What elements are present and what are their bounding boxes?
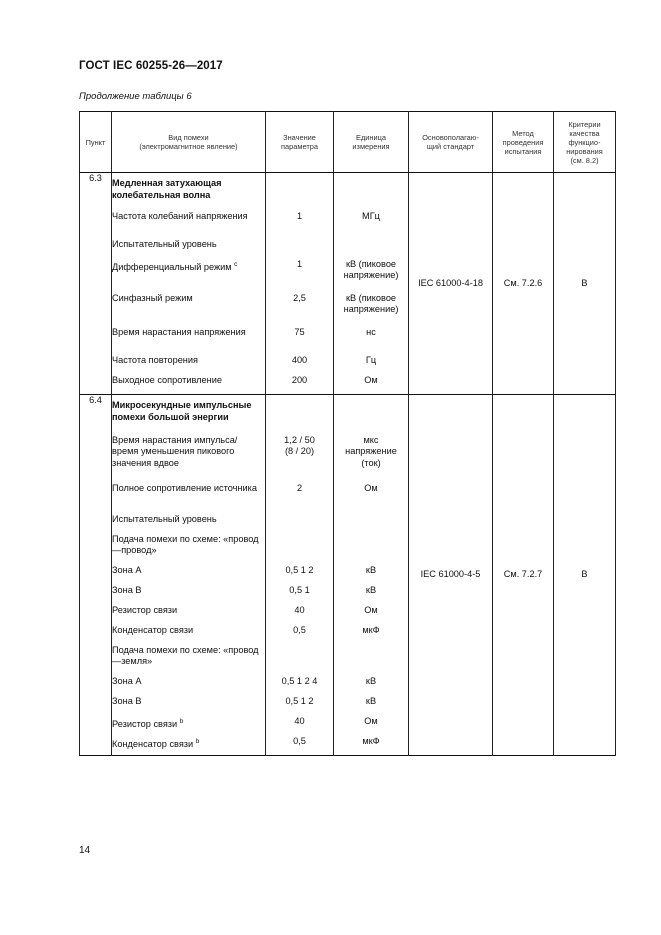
parameter-value: 40 <box>266 605 334 625</box>
parameter-name-cell <box>112 293 266 327</box>
parameter-value <box>266 239 334 259</box>
parameter-value: 0,5 1 2 <box>266 696 334 716</box>
parameter-value: 1 <box>266 259 334 293</box>
section-title: Микросекундные импульсные помехи большой энергии <box>112 395 266 435</box>
table-section <box>80 395 616 756</box>
footnote-marker: b <box>179 717 184 725</box>
section-item-number: 6.4 <box>80 395 112 756</box>
parameter-unit: Ом <box>334 605 409 625</box>
parameter-name-cell <box>112 375 266 395</box>
parameter-unit <box>334 534 409 565</box>
parameter-value: 2,5 <box>266 293 334 327</box>
col-header-value: Значение параметра <box>266 112 334 173</box>
empty-cell <box>266 173 334 211</box>
section-method: См. 7.2.7 <box>493 395 554 756</box>
parameter-value: 1,2 / 50 (8 / 20) <box>266 435 334 483</box>
parameter-value: 0,5 1 2 <box>266 565 334 585</box>
empty-cell <box>266 395 334 435</box>
table-header-row <box>80 112 616 173</box>
parameter-name: Частота колебаний напряжения <box>112 210 248 221</box>
page-number: 14 <box>79 845 91 856</box>
empty-cell <box>334 173 409 211</box>
parameter-unit: кВ <box>334 585 409 605</box>
parameter-unit: кВ <box>334 565 409 585</box>
parameter-value: 0,5 1 <box>266 585 334 605</box>
parameter-unit <box>334 514 409 534</box>
parameter-name: Частота повторения <box>112 354 198 365</box>
col-header-item: Пункт <box>80 112 112 173</box>
parameter-value: 0,5 <box>266 736 334 756</box>
parameter-value: 75 <box>266 327 334 355</box>
section-criteria: В <box>554 173 616 395</box>
parameter-name: Конденсатор связи <box>112 624 194 635</box>
parameter-name-cell <box>112 565 266 585</box>
parameter-unit: мкс напряжение (ток) <box>334 435 409 483</box>
parameter-value: 200 <box>266 375 334 395</box>
section-method: См. 7.2.6 <box>493 173 554 395</box>
table-row <box>80 395 616 435</box>
parameter-name-cell <box>112 736 266 756</box>
parameter-value <box>266 534 334 565</box>
parameter-name-cell <box>112 696 266 716</box>
parameter-name-cell <box>112 259 266 293</box>
table-row <box>80 173 616 211</box>
parameter-name: Подача помехи по схеме: «провод—провод» <box>112 533 259 555</box>
parameter-name: Резистор связи <box>112 718 178 729</box>
table-continuation-caption: Продолжение таблицы 6 <box>79 91 192 102</box>
parameter-unit: Гц <box>334 355 409 375</box>
empty-cell <box>334 395 409 435</box>
parameter-name-cell <box>112 239 266 259</box>
parameter-name: Зона В <box>112 695 142 706</box>
parameter-name: Зона А <box>112 564 142 575</box>
parameter-name-cell <box>112 585 266 605</box>
parameter-name: Время нарастания напряжения <box>112 326 246 337</box>
col-header-unit: Единица измерения <box>334 112 409 173</box>
parameter-unit: Ом <box>334 483 409 514</box>
parameter-unit: Ом <box>334 716 409 736</box>
parameter-name: Испытательный уровень <box>112 513 217 524</box>
parameter-unit: мкФ <box>334 736 409 756</box>
parameter-name-cell <box>112 716 266 736</box>
col-header-criteria: Критерии качества функцио- нирования (см. 8.2) <box>554 112 616 173</box>
document-title: ГОСТ IEC 60255-26—2017 <box>79 60 223 72</box>
parameter-unit: кВ <box>334 676 409 696</box>
parameter-name-cell <box>112 605 266 625</box>
parameter-unit: мкФ <box>334 625 409 645</box>
parameter-name: Испытательный уровень <box>112 238 217 249</box>
col-header-method: Метод проведения испытания <box>493 112 554 173</box>
parameter-name-cell <box>112 435 266 483</box>
parameter-name: Полное сопротивление источника <box>112 482 257 493</box>
parameter-value: 400 <box>266 355 334 375</box>
section-item-number: 6.3 <box>80 173 112 395</box>
parameter-name-cell <box>112 514 266 534</box>
parameter-name: Конденсатор связи <box>112 738 194 749</box>
parameter-unit <box>334 645 409 676</box>
parameter-name: Время нарастания импульса/ время уменьшения пикового значения вдвое <box>112 434 238 468</box>
parameter-unit: нс <box>334 327 409 355</box>
parameter-unit: кВ (пиковое напряжение) <box>334 293 409 327</box>
footnote-marker: c <box>234 260 238 268</box>
parameter-name: Выходное сопротивление <box>112 374 222 385</box>
parameter-value: 0,5 1 2 4 <box>266 676 334 696</box>
parameter-unit <box>334 239 409 259</box>
parameter-name-cell <box>112 625 266 645</box>
parameter-name: Подача помехи по схеме: «провод—земля» <box>112 644 259 666</box>
interference-table <box>79 111 616 756</box>
parameter-unit: МГц <box>334 211 409 239</box>
parameter-name-cell <box>112 327 266 355</box>
parameter-name: Синфазный режим <box>112 292 193 303</box>
parameter-name: Дифференциальный режим <box>112 261 232 272</box>
parameter-unit: кВ (пиковое напряжение) <box>334 259 409 293</box>
parameter-value <box>266 645 334 676</box>
parameter-name-cell <box>112 645 266 676</box>
section-criteria: В <box>554 395 616 756</box>
parameter-unit: кВ <box>334 696 409 716</box>
col-header-standard: Основополагаю- щий стандарт <box>409 112 493 173</box>
section-standard: IEC 61000-4-18 <box>409 173 493 395</box>
parameter-name: Резистор связи <box>112 604 178 615</box>
parameter-name-cell <box>112 483 266 514</box>
parameter-value: 2 <box>266 483 334 514</box>
section-standard: IEC 61000-4-5 <box>409 395 493 756</box>
parameter-unit: Ом <box>334 375 409 395</box>
parameter-value <box>266 514 334 534</box>
parameter-name: Зона А <box>112 675 142 686</box>
parameter-value: 40 <box>266 716 334 736</box>
section-title: Медленная затухающая колебательная волна <box>112 173 266 211</box>
parameter-name-cell <box>112 355 266 375</box>
table-section <box>80 173 616 395</box>
parameter-name-cell <box>112 534 266 565</box>
parameter-name-cell <box>112 676 266 696</box>
parameter-value: 1 <box>266 211 334 239</box>
parameter-name: Зона В <box>112 584 142 595</box>
parameter-value: 0,5 <box>266 625 334 645</box>
parameter-name-cell <box>112 211 266 239</box>
footnote-marker: b <box>195 737 200 745</box>
col-header-type: Вид помехи (электромагнитное явление) <box>112 112 266 173</box>
